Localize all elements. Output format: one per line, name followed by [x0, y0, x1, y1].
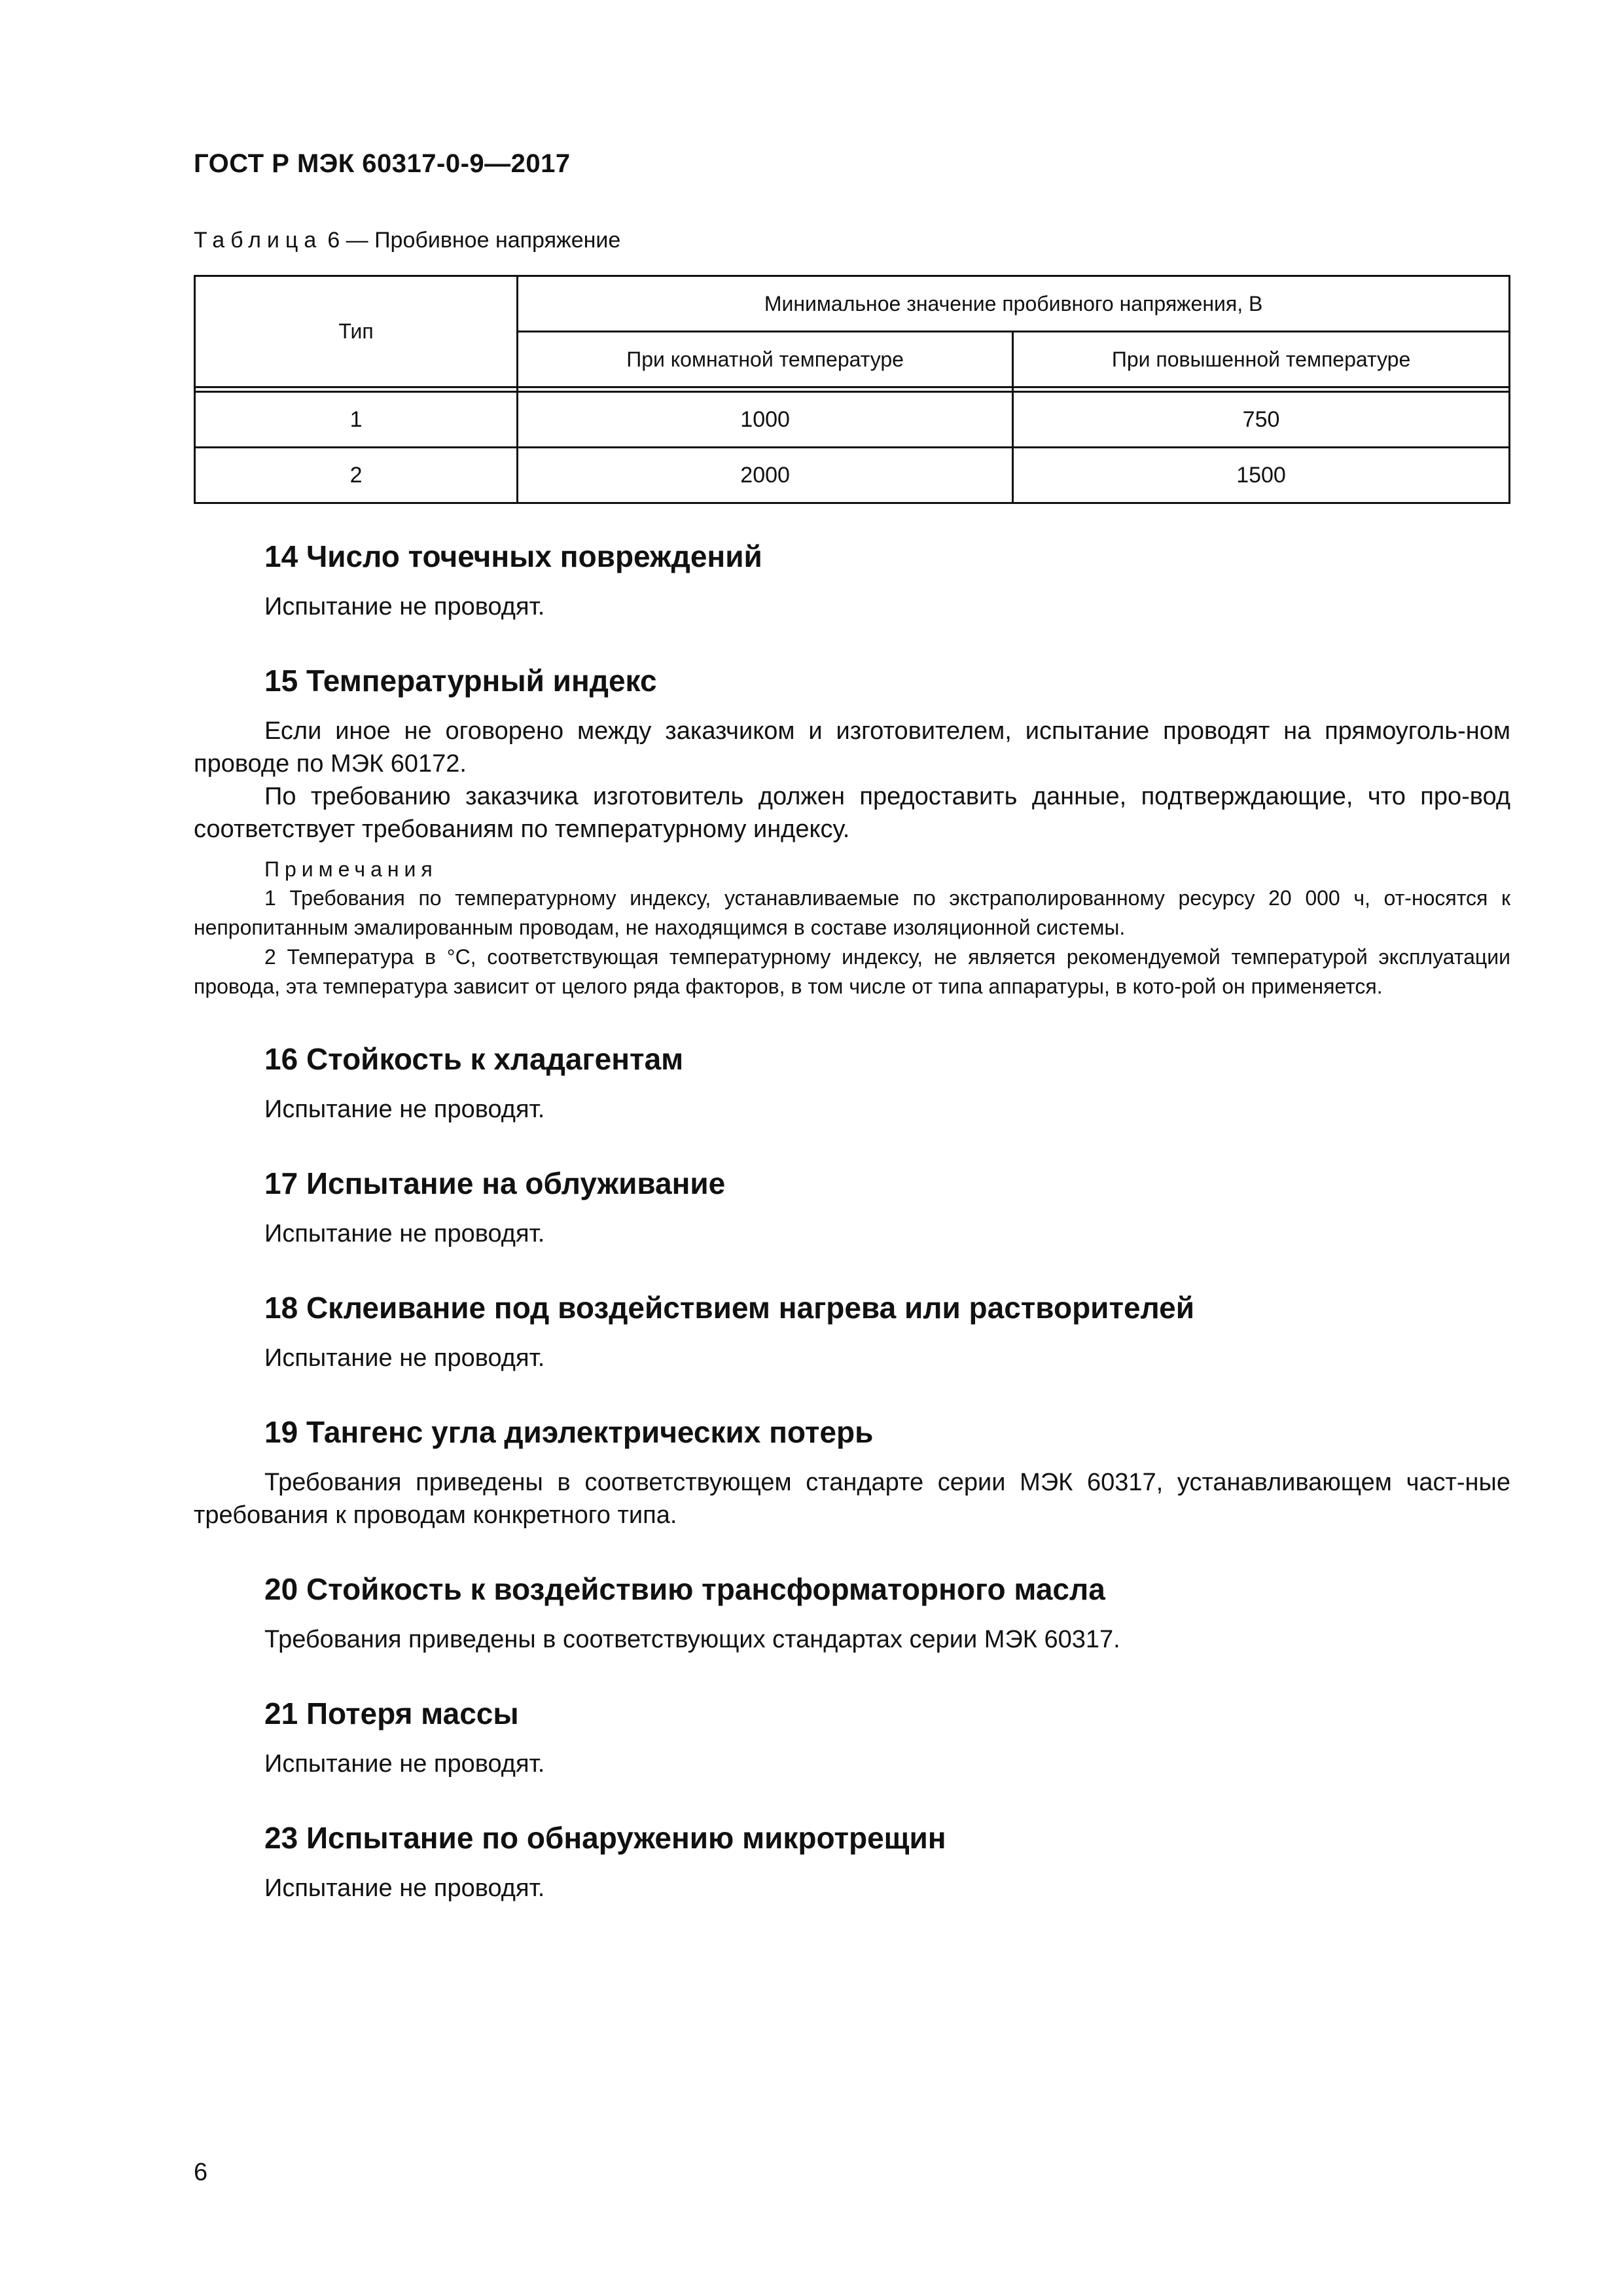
table-caption-word: Таблица — [194, 228, 323, 253]
header-type: Тип — [195, 276, 518, 387]
table-separator — [195, 387, 1510, 392]
table-row — [195, 392, 1510, 448]
table-caption — [194, 228, 620, 253]
section-16-title: 16 Стойкость к хладагентам — [264, 1042, 684, 1076]
table-caption-text: 6 — Пробивное напряжение — [327, 228, 621, 253]
header-min-voltage: Минимальное значение пробивного напряжения, В — [518, 276, 1510, 332]
breakdown-voltage-table — [194, 275, 1510, 504]
section-21-text: Испытание не проводят. — [264, 1750, 545, 1778]
document-header: ГОСТ Р МЭК 60317-0-9—2017 — [194, 149, 571, 178]
header-elevated-temp: При повышенной температуре — [1013, 332, 1510, 387]
table-header-row — [195, 276, 1510, 332]
notes-label: Примечания — [264, 857, 438, 881]
section-18-title: 18 Склеивание под воздействием нагрева или растворителей — [264, 1291, 1195, 1325]
section-19-text: Требования приведены в соответствующем стандарте серии МЭК 60317, устанавливающем част-ные требования к проводам конкретного типа. — [194, 1469, 1510, 1529]
section-23-title: 23 Испытание по обнаружению микротрещин — [264, 1821, 946, 1855]
note-1: 1 Требования по температурному индексу, устанавливаемые по экстраполированному ресурсу 20 000 ч, от-носятся к непропитанным эмалированным проводам, не находящимся в составе изоляционной системы. — [194, 886, 1510, 939]
document-body — [194, 537, 1510, 1905]
cell-room: 1000 — [518, 392, 1013, 448]
page-number: 6 — [194, 2159, 208, 2186]
section-23-text: Испытание не проводят. — [264, 1874, 545, 1902]
cell-elevated: 1500 — [1013, 448, 1510, 503]
table-row — [195, 448, 1510, 503]
section-17-text: Испытание не проводят. — [264, 1220, 545, 1247]
section-18-text: Испытание не проводят. — [264, 1344, 545, 1372]
header-room-temp: При комнатной температуре — [518, 332, 1013, 387]
cell-type: 2 — [195, 448, 518, 503]
note-2: 2 Температура в °С, соответствующая температурному индексу, не является рекомендуемой температурой эксплуатации провода, эта температура зависит от целого ряда факторов, в том числе от типа аппаратуры, в кото-рой он применяется. — [194, 945, 1510, 998]
cell-room: 2000 — [518, 448, 1013, 503]
section-14-title: 14 Число точечных повреждений — [264, 539, 762, 573]
section-17-title: 17 Испытание на облуживание — [264, 1166, 726, 1200]
section-14-text: Испытание не проводят. — [264, 593, 545, 620]
cell-elevated: 750 — [1013, 392, 1510, 448]
section-16-text: Испытание не проводят. — [264, 1096, 545, 1123]
cell-type: 1 — [195, 392, 518, 448]
section-20-text: Требования приведены в соответствующих стандартах серии МЭК 60317. — [264, 1626, 1120, 1653]
section-15-paragraph-2: По требованию заказчика изготовитель должен предоставить данные, подтверждающие, что про-вод соответствует требованиям по температурному индексу. — [194, 783, 1510, 843]
section-20-title: 20 Стойкость к воздействию трансформаторного масла — [264, 1572, 1105, 1606]
section-21-title: 21 Потеря массы — [264, 1696, 519, 1731]
section-15-paragraph-1: Если иное не оговорено между заказчиком и изготовителем, испытание проводят на прямоуголь-ном проводе по МЭК 60172. — [194, 717, 1510, 778]
section-15-title: 15 Температурный индекс — [264, 664, 657, 698]
section-19-title: 19 Тангенс угла диэлектрических потерь — [264, 1415, 874, 1449]
